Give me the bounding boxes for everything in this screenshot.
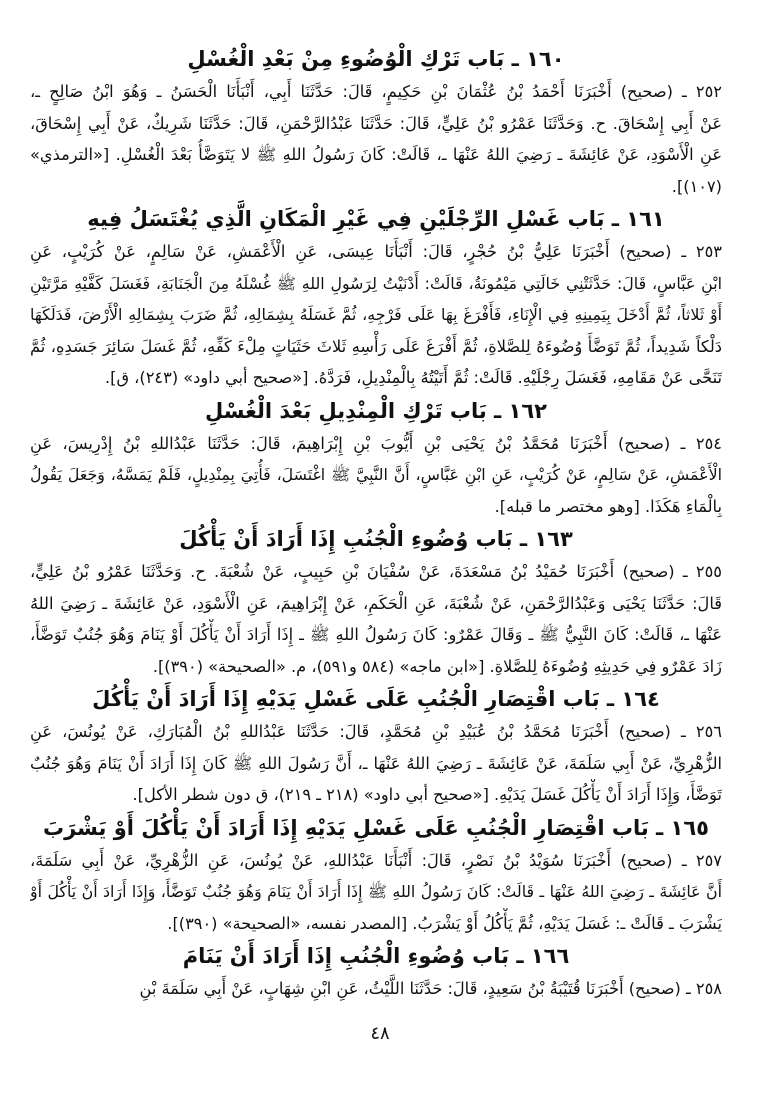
chapter-title: ١٦٢ ـ بَاب تَرْكِ الْمِنْدِيلِ بَعْدَ الْغُسْلِ	[205, 398, 547, 423]
text-line: أَنَّ عَائِشَةَ ـ رَضِيَ اللهُ عَنْهَا ـ قَالَتْ: كَانَ رَسُولُ اللهِ ﷺ إِذَا أَرَادَ أَنْ يَنَامَ وَهُوَ جُنُبٌ تَوَضَّأَ، وَإِذَا أَرَادَ أَنْ يَأْكُلَ أَوْ	[30, 882, 722, 901]
hadith-paragraph	[30, 845, 722, 940]
text-line: عَنِ الْأَسْوَدِ، عَنْ عَائِشَةَ ـ رَضِيَ اللهُ عَنْهَا ـ، قَالَتْ: كَانَ رَسُولُ اللهِ ﷺ لا يَتَوَضَّأُ بَعْدَ الْغُسْلِ. [«الترمذي»	[30, 145, 722, 164]
text-line: (١٠٧)].	[671, 176, 722, 196]
hadith-paragraph	[30, 428, 722, 523]
text-line: ٢٥٣ ـ (صحيح) أَخْبَرَنَا عَلِيُّ بْنُ حُجْرٍ، قَالَ: أَنْبَأَنَا عِيسَى، عَنِ الْأَعْمَشِ، عَنْ سَالِمٍ، عَنْ كُرَيْبٍ، عَنِ	[30, 242, 722, 261]
chapter-title: ١٦٣ ـ بَاب وُضُوءِ الْجُنُبِ إِذَا أَرَادَ أَنْ يَأْكُلَ	[179, 527, 573, 551]
text-line: ٢٥٧ ـ (صحيح) أَخْبَرَنَا سُوَيْدُ بْنُ نَصْرٍ، قَالَ: أَنْبَأَنَا عَبْدُاللهِ، عَنْ يُونُسَ، عَنِ الزُّهْرِيِّ، عَنْ أَبِي سَلَمَةَ،	[30, 850, 722, 870]
chapter-title: ١٦١ ـ بَاب غَسْلِ الرِّجْلَيْنِ فِي غَيْرِ الْمَكَانِ الَّذِي يُغْتَسَلُ فِيهِ	[87, 207, 665, 231]
text-line: يَشْرَبَ ـ قَالَتْ ـ: غَسَلَ يَدَيْهِ، ثُمَّ يَأْكُلُ أَوْ يَشْرَبُ. [المصدر نفسه، «الصحيحة» (٣٩٠)].	[167, 913, 722, 933]
chapter-title: ١٦٥ ـ بَاب اقْتِصَارِ الْجُنُبِ عَلَى غَسْلِ يَدَيْهِ إِذَا أَرَادَ أَنْ يَأْكُلَ أَوْ يَشْرَبَ	[43, 815, 709, 840]
text-line: زَادَ عَمْرٌو فِي حَدِيثِهِ وُضُوءَهُ لِلصَّلاةِ. [«ابن ماجه» (٥٨٤ و٥٩١)، م. «الصحيحة» (٣٩٠)].	[152, 656, 722, 676]
text-line: بِالْمَاءِ هَكَذَا. [وهو مختصر ما قبله].	[494, 496, 722, 516]
text-line: دَلْكاً شَدِيداً، ثُمَّ تَوَضَّأَ وُضُوءَهُ لِلصَّلاةِ، ثُمَّ أَفْرَغَ عَلَى رَأْسِهِ ثَلاثَ حَثَيَاتٍ مِلْءَ كَفِّهِ، ثُمَّ غَسَلَ سَائِرَ جَسَدِهِ، ثُمَّ	[30, 336, 722, 356]
text-line: أَوْ ثَلاثاً، ثُمَّ أَدْخَلَ بِيَمِينِهِ فِي الْإِنَاءِ، فَأَفْرَغَ بِهَا عَلَى فَرْجِهِ، ثُمَّ غَسَلَهُ بِشِمَالِهِ، ثُمَّ ضَرَبَ بِشِمَالِهِ الْأَرْضَ، فَدَلَكَهَا	[30, 305, 722, 324]
chapter-title: ١٦٠ ـ بَاب تَرْكِ الْوُضُوءِ مِنْ بَعْدِ الْغُسْلِ	[187, 47, 565, 71]
text-line: عَنْ أَبِي إِسْحَاقَ. ح. وَحَدَّثَنَا عَمْرُو بْنُ عَلِيٍّ، قَالَ: حَدَّثَنَا عَبْدُالرَّحْمَنِ، قَالَ: حَدَّثَنَا شَرِيكٌ، عَنْ أَبِي إِسْحَاقَ،	[30, 113, 722, 133]
text-line: ٢٥٤ ـ (صحيح) أَخْبَرَنَا مُحَمَّدُ بْنُ يَحْيَى بْنِ أَيُّوبَ بْنِ إِبْرَاهِيمَ، قَالَ: حَدَّثَنَا عَبْدُاللهِ بْنُ إِدْرِيسَ، عَنِ	[30, 433, 722, 453]
page-content	[30, 42, 722, 1005]
text-line: ابْنِ عَبَّاسٍ، قَالَ: حَدَّثَتْنِي خَالَتِي مَيْمُونَةُ، قَالَتْ: أَدْنَيْتُ لِرَسُولِ اللهِ ﷺ غُسْلَهُ مِنَ الْجَنَابَةِ، فَغَسَلَ كَفَّيْهِ مَرَّتَيْنِ	[30, 273, 722, 293]
text-line: ٢٥٦ ـ (صحيح) أَخْبَرَنَا مُحَمَّدُ بْنُ عُبَيْدِ بْنِ مُحَمَّدٍ، قَالَ: حَدَّثَنَا عَبْدُاللهِ بْنُ الْمُبَارَكِ، عَنْ يُونُسَ، عَنِ	[30, 722, 722, 741]
chapter-title: ١٦٤ ـ بَاب اقْتِصَارِ الْجُنُبِ عَلَى غَسْلِ يَدَيْهِ إِذَا أَرَادَ أَنْ يَأْكُلَ	[92, 687, 660, 711]
text-line: ٢٥٢ ـ (صحيح) أَخْبَرَنَا أَحْمَدُ بْنُ عُثْمَانَ بْنِ حَكِيمٍ، قَالَ: حَدَّثَنَا أَبِي، أَنْبَأَنَا الْحَسَنُ ـ وَهُوَ ابْنُ صَالِحٍ ـ،	[30, 82, 722, 101]
text-line: تَنَحَّى عَنْ مَقَامِهِ، فَغَسَلَ رِجْلَيْهِ. قَالَتْ: ثُمَّ أَتَيْتُهُ بِالْمِنْدِيلِ، فَرَدَّهُ. [«صحيح أبي داود» (٢٤٣)، ق].	[105, 368, 722, 387]
text-line: تَوَضَّأَ، وَإِذَا أَرَادَ أَنْ يَأْكُلَ غَسَلَ يَدَيْهِ. [«صحيح أبي داود» (٢١٨ ـ ٢١٩)، ق دون شطر الأكل].	[132, 785, 722, 804]
chapter-title: ١٦٦ ـ بَاب وُضُوءِ الْجُنُبِ إِذَا أَرَادَ أَنْ يَنَامَ	[182, 944, 570, 968]
text-line: الْأَعْمَشِ، عَنْ سَالِمٍ، عَنْ كُرَيْبٍ، عَنِ ابْنِ عَبَّاسٍ، أَنَّ النَّبِيَّ ﷺ اغْتَسَلَ، فَأُتِيَ بِمِنْدِيلٍ، فَلَمْ يَمَسَّهُ، وَجَعَلَ يَقُولُ	[30, 465, 722, 484]
hadith-paragraph	[30, 556, 722, 682]
text-line: ٢٥٥ ـ (صحيح) أَخْبَرَنَا حُمَيْدُ بْنُ مَسْعَدَةَ، عَنْ سُفْيَانَ بْنِ حَبِيبٍ، عَنْ شُعْبَةَ. ح. وَحَدَّثَنَا عَمْرُو بْنُ عَلِيٍّ،	[30, 562, 722, 581]
hadith-paragraph	[30, 236, 722, 394]
text-line: الزُّهْرِيِّ، عَنْ أَبِي سَلَمَةَ، عَنْ عَائِشَةَ ـ رَضِيَ اللهُ عَنْهَا ـ، أَنَّ رَسُولَ اللهِ ﷺ كَانَ إِذَا أَرَادَ أَنْ يَنَامَ وَهُوَ جُنُبٌ	[30, 753, 722, 773]
hadith-paragraph	[30, 973, 722, 1005]
text-line: ٢٥٨ ـ (صحيح) أَخْبَرَنَا قُتَيْبَةُ بْنُ سَعِيدٍ، قَالَ: حَدَّثَنَا اللَّيْثُ، عَنِ ابْنِ شِهَابٍ، عَنْ أَبِي سَلَمَةَ بْنِ	[139, 979, 722, 998]
hadith-paragraph	[30, 716, 722, 811]
text-line: عَنْهَا ـ، قَالَتْ: كَانَ النَّبِيُّ ﷺ ـ وَقَالَ عَمْرٌو: كَانَ رَسُولُ اللهِ ﷺ ـ إِذَا أَرَادَ أَنْ يَأْكُلَ أَوْ يَنَامَ وَهُوَ جُنُبٌ تَوَضَّأَ،	[30, 625, 722, 644]
page-number: ٤٨	[370, 1023, 390, 1044]
hadith-paragraph	[30, 76, 722, 202]
text-line: قَالَ: حَدَّثَنَا يَحْيَى وَعَبْدُالرَّحْمَنِ، عَنْ شُعْبَةَ، عَنِ الْحَكَمِ، عَنْ إِبْرَاهِيمَ، عَنِ الْأَسْوَدِ، عَنْ عَائِشَةَ ـ رَضِيَ اللهُ	[30, 593, 722, 613]
